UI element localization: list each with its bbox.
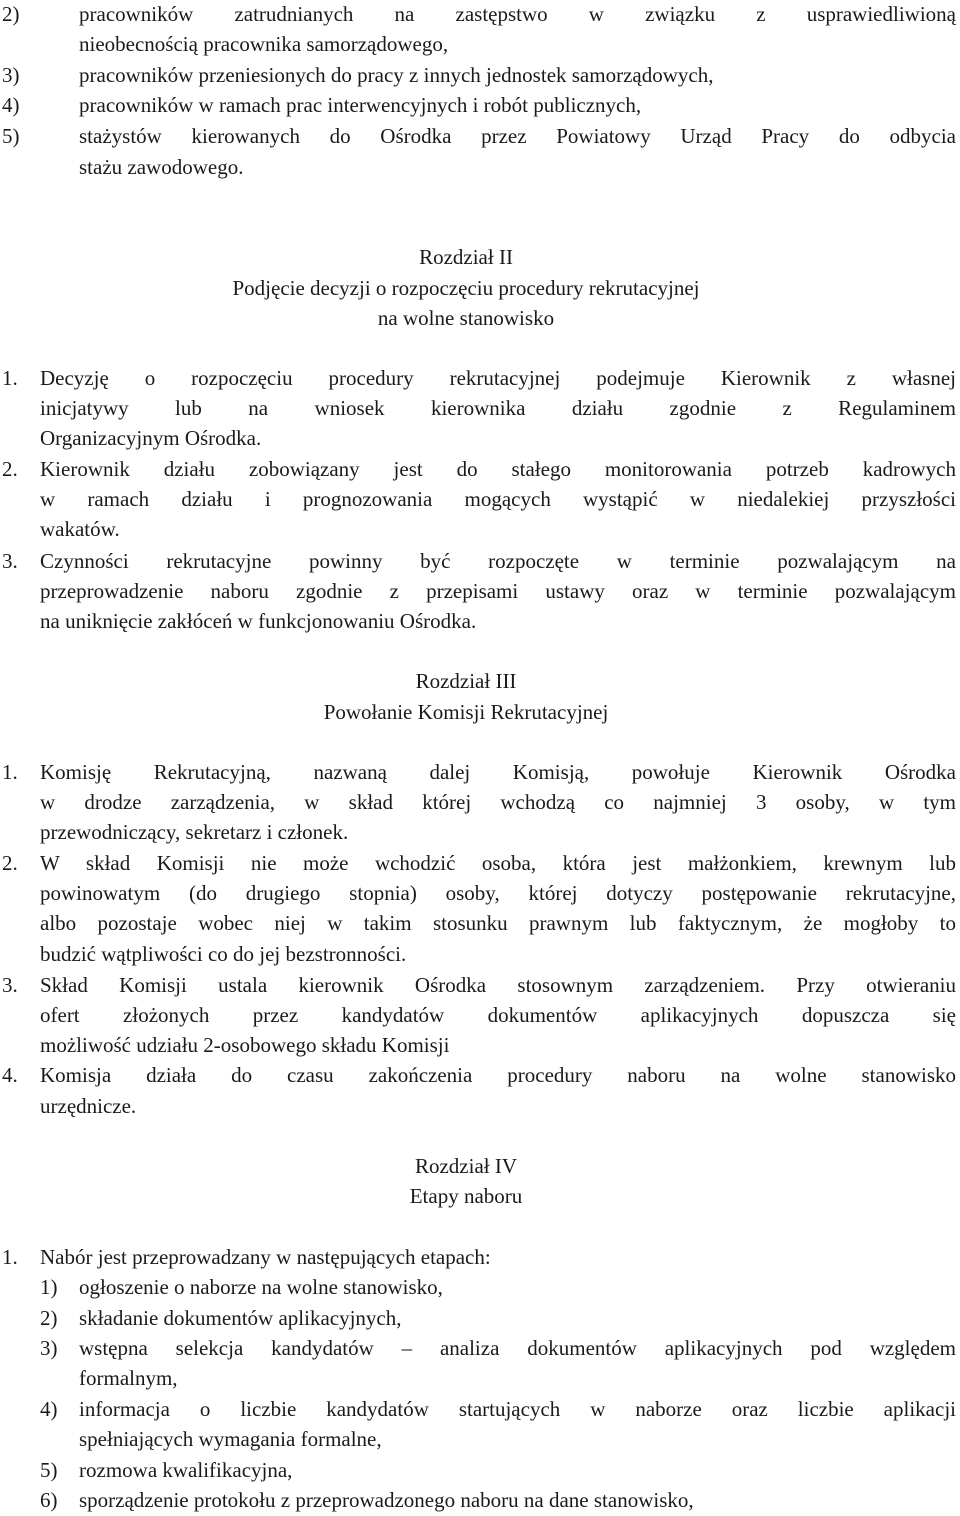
paragraph-number: 2. (2, 457, 18, 481)
list-item-line: rozmowa kwalifikacyjna, (79, 1458, 293, 1482)
paragraph-line: Komisja działa do czasu zakończenia procedury naboru na wolne stanowisko (40, 1063, 956, 1087)
chapter-title: Podjęcie decyzji o rozpoczęciu procedury rekrutacyjnej (232, 276, 700, 300)
list-item-number: 4) (2, 93, 20, 117)
list-item-line: formalnym, (79, 1366, 178, 1390)
paragraph-line: inicjatywy lub na wniosek kierownika działu zgodnie z Regulaminem (40, 396, 956, 420)
list-item-line: spełniających wymagania formalne, (79, 1427, 382, 1451)
chapter-title: na wolne stanowisko (377, 306, 555, 330)
paragraph-line: Skład Komisji ustala kierownik Ośrodka stosownym zarządzeniem. Przy otwieraniu (40, 973, 956, 997)
list-item-number: 5) (40, 1458, 58, 1482)
paragraph-line: Czynności rekrutacyjne powinny być rozpoczęte w terminie pozwalającym na (40, 549, 956, 573)
list-item-number: 3) (40, 1336, 58, 1360)
list-item-line: wstępna selekcja kandydatów – analiza dokumentów aplikacyjnych pod względem (79, 1336, 956, 1360)
list-item-line: ogłoszenie o naborze na wolne stanowisko, (79, 1275, 443, 1299)
list-item-number: 1) (40, 1275, 58, 1299)
chapter-heading: Rozdział III (415, 669, 517, 693)
list-item-line: stażu zawodowego. (79, 155, 244, 179)
paragraph-number: 1. (2, 760, 18, 784)
paragraph-line: urzędnicze. (40, 1094, 137, 1118)
paragraph-number: 2. (2, 851, 18, 875)
chapter-title: Powołanie Komisji Rekrutacyjnej (323, 700, 609, 724)
paragraph-line: Nabór jest przeprowadzany w następujących etapach: (40, 1245, 491, 1269)
list-item-line: pracowników zatrudnianych na zastępstwo w związku z usprawiedliwioną (79, 2, 956, 26)
list-item-line: sporządzenie protokołu z przeprowadzonego naboru na dane stanowisko, (79, 1488, 694, 1512)
paragraph-line: Kierownik działu zobowiązany jest do stałego monitorowania potrzeb kadrowych (40, 457, 956, 481)
paragraph-line: przewodniczący, sekretarz i członek. (40, 820, 349, 844)
paragraph-line: możliwość udziału 2-osobowego składu Komisji (40, 1033, 450, 1057)
paragraph-line: powinowatym (do drugiego stopnia) osoby, której dotyczy postępowanie rekrutacyjne, (40, 881, 956, 905)
paragraph-line: wakatów. (40, 517, 120, 541)
list-item-line: nieobecnością pracownika samorządowego, (79, 32, 449, 56)
list-item-number: 2) (2, 2, 20, 26)
chapter-heading: Rozdział II (419, 245, 513, 269)
paragraph-number: 4. (2, 1063, 18, 1087)
paragraph-line: albo pozostaje wobec niej w takim stosunku prawnym lub faktycznym, że mogłoby to (40, 911, 956, 935)
paragraph-number: 1. (2, 366, 18, 390)
list-item-number: 6) (40, 1488, 58, 1512)
list-item-line: składanie dokumentów aplikacyjnych, (79, 1306, 402, 1330)
list-item-number: 4) (40, 1397, 58, 1421)
paragraph-line: Komisję Rekrutacyjną, nazwaną dalej Komisją, powołuje Kierownik Ośrodka (40, 760, 956, 784)
list-item-line: informacja o liczbie kandydatów startujących w naborze oraz liczbie aplikacji (79, 1397, 956, 1421)
list-item-line: stażystów kierowanych do Ośrodka przez Powiatowy Urząd Pracy do odbycia (79, 124, 956, 148)
chapter-title: Etapy naboru (409, 1184, 523, 1208)
paragraph-line: w drodze zarządzenia, w skład której wchodzą co najmniej 3 osoby, w tym (40, 790, 956, 814)
paragraph-line: przeprowadzenie naboru zgodnie z przepisami ustawy oraz w terminie pozwalającym (40, 579, 956, 603)
chapter-heading: Rozdział IV (414, 1154, 518, 1178)
paragraph-line: W skład Komisji nie może wchodzić osoba, która jest małżonkiem, krewnym lub (40, 851, 956, 875)
paragraph-line: w ramach działu i prognozowania mogących wystąpić w niedalekiej przyszłości (40, 487, 956, 511)
paragraph-line: na uniknięcie zakłóceń w funkcjonowaniu Ośrodka. (40, 609, 477, 633)
paragraph-number: 3. (2, 549, 18, 573)
list-item-number: 3) (2, 63, 20, 87)
list-item-number: 2) (40, 1306, 58, 1330)
paragraph-line: budzić wątpliwości co do jej bezstronności. (40, 942, 407, 966)
paragraph-number: 1. (2, 1245, 18, 1269)
paragraph-line: Organizacyjnym Ośrodka. (40, 426, 262, 450)
paragraph-number: 3. (2, 973, 18, 997)
list-item-number: 5) (2, 124, 20, 148)
paragraph-line: Decyzję o rozpoczęciu procedury rekrutacyjnej podejmuje Kierownik z własnej (40, 366, 956, 390)
paragraph-line: ofert złożonych przez kandydatów dokumentów aplikacyjnych dopuszcza się (40, 1003, 956, 1027)
list-item-line: pracowników w ramach prac interwencyjnych i robót publicznych, (79, 93, 642, 117)
list-item-line: pracowników przeniesionych do pracy z innych jednostek samorządowych, (79, 63, 714, 87)
